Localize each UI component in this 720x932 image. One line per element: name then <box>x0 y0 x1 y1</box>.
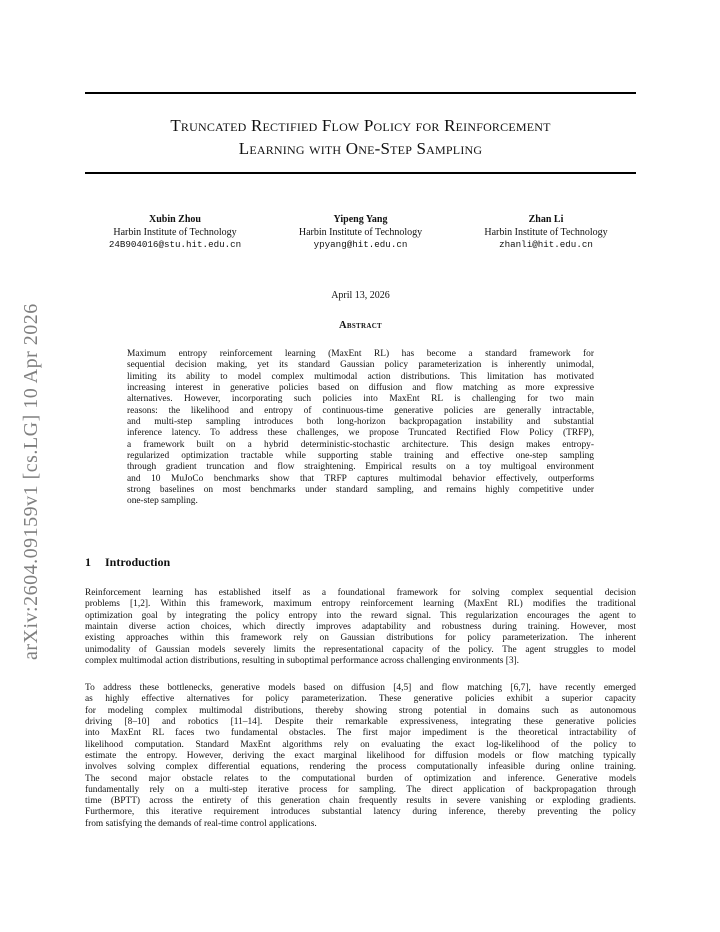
paragraph-line: Furthermore, this iterative requirement introduces substantial latency during inference, thereby preventing the policy <box>85 807 636 818</box>
paragraph-line: To address these bottlenecks, generative models based on diffusion [4,5] and flow matching [6,7], have recently emerged <box>85 683 636 693</box>
intro-paragraph-2 <box>85 683 636 830</box>
abstract-line: and 10 MuJoCo benchmarks show that TRFP captures multimodal behavior effectively, outperforms <box>127 473 594 484</box>
paragraph-line: driving [8–10] and robotics [11–14]. Despite their remarkable expressiveness, integrating these generative policies <box>85 716 636 727</box>
author-email: ypyang@hit.edu.cn <box>313 239 408 250</box>
paragraph-line: as highly effective alternatives for policy parameterization. These generative policies exhibit a superior capacity <box>85 694 636 705</box>
author-email: zhanli@hit.edu.cn <box>499 239 593 250</box>
author-name: Xubin Zhou <box>149 214 201 225</box>
paragraph-line: into MaxEnt RL faces two fundamental obstacles. The first major impediment is the theoretical intractability of <box>85 728 636 739</box>
paragraph-line: likelihood computation. Standard MaxEnt algorithms rely on evaluating the exact log-likelihood of the policy to <box>85 739 636 750</box>
author-2 <box>271 214 451 252</box>
paragraph-line: Reinforcement learning has established itself as a foundational framework for solving complex sequential decision <box>85 588 636 598</box>
paragraph-line: problems [1,2]. Within this framework, maximum entropy reinforcement learning (MaxEnt RL) modifies the traditional <box>85 599 636 610</box>
abstract-body <box>127 349 594 508</box>
paragraph-line: for modeling complex multimodal distributions, thereby showing strong potential in domains such as autonomous <box>85 705 636 716</box>
paragraph-line: estimate the entropy. However, deriving the exact marginal likelihood for diffusion models or flow matching typically <box>85 750 636 761</box>
paper-date: April 13, 2026 <box>331 290 390 301</box>
author-3 <box>456 214 636 252</box>
title-top-rule <box>85 92 636 94</box>
author-block <box>85 214 636 252</box>
section-title: Introduction <box>105 555 171 569</box>
paper-title <box>85 114 636 160</box>
abstract-line: strong baselines on most benchmarks under standard sampling, and remains highly competitive under <box>127 485 594 496</box>
arxiv-identifier-stamp: arXiv:2604.09159v1 [cs.LG] 10 Apr 2026 <box>20 303 42 660</box>
paragraph-line: optimization goal by integrating the policy entropy into the reward signal. This regularization encourages the agent to <box>85 610 636 621</box>
paragraph-line: fundamentally rely on a multi-step iterative process for sampling. The direct application of backpropagation through <box>85 784 636 795</box>
paragraph-line: existing approaches within this framework rely on Gaussian distributions for policy parameterization. The inherent <box>85 633 636 644</box>
abstract-line: limiting its ability to model complex multimodal action distributions. This limitation has motivated <box>127 371 594 382</box>
author-1 <box>85 214 265 252</box>
section-heading-introduction <box>85 555 170 570</box>
author-affiliation: Harbin Institute of Technology <box>113 226 237 238</box>
author-email: 24B904016@stu.hit.edu.cn <box>108 239 242 250</box>
title-line-1: Truncated Rectified Flow Policy for Reinforcement <box>170 116 551 135</box>
paragraph-line: unimodality of Gaussian models severely limits the representational capacity of the policy. The agent struggles to model <box>85 644 636 655</box>
abstract-line: increasing interest in generative policies based on diffusion and flow matching as more expressive <box>127 383 594 394</box>
abstract-line: alternatives. However, incorporating such policies into MaxEnt RL is challenging for two main <box>127 394 594 405</box>
author-affiliation: Harbin Institute of Technology <box>484 226 608 238</box>
abstract-line: a framework built on a hybrid deterministic-stochastic architecture. This design makes entropy- <box>127 439 594 450</box>
paragraph-line: involves solving complex differential equations, rendering the process computationally infeasible during online training. <box>85 762 636 773</box>
author-name: Yipeng Yang <box>333 214 388 225</box>
title-line-2: Learning with One-Step Sampling <box>238 139 483 158</box>
intro-paragraph-1 <box>85 588 636 667</box>
abstract-line: one-step sampling. <box>127 496 198 507</box>
paragraph-line: from satisfying the demands of real-time control applications. <box>85 818 317 829</box>
abstract-line: and multi-step sampling introduces both long-horizon backpropagation instability and substantial <box>127 417 594 428</box>
abstract-heading: Abstract <box>338 320 383 331</box>
abstract-line: through gradient truncation and flow straightening. Empirical results on a toy multigoal environment <box>127 462 594 473</box>
paragraph-line: The second major obstacle relates to the computational burden of optimization and inference. Generative models <box>85 773 636 784</box>
abstract-line: sequential decision making, yet its standard Gaussian policy parameterization is inherently unimodal, <box>127 360 594 371</box>
abstract-line: reasons: the likelihood and entropy of continuous-time generative policies are generally intractable, <box>127 405 594 416</box>
section-number: 1 <box>85 555 91 569</box>
paragraph-line: maintain diverse action choices, which directly improves adaptability and robustness during training. However, most <box>85 621 636 632</box>
paragraph-line: time (BPTT) across the entirety of this generation chain frequently results in severe vanishing or exploding gradients. <box>85 796 636 807</box>
abstract-line: inference latency. To address these challenges, we propose Truncated Rectified Flow Policy (TRFP), <box>127 428 594 439</box>
abstract-line: regularized optimization tractable while supporting stable training and effective one-step sampling <box>127 451 594 462</box>
title-bottom-rule <box>85 172 636 174</box>
abstract-line: Maximum entropy reinforcement learning (MaxEnt RL) has become a standard framework for <box>127 349 594 359</box>
author-affiliation: Harbin Institute of Technology <box>298 226 423 238</box>
paragraph-line: complex multimodal action distributions, resulting in suboptimal performance across challenging environments [3]. <box>85 655 520 666</box>
author-name: Zhan Li <box>528 214 564 225</box>
